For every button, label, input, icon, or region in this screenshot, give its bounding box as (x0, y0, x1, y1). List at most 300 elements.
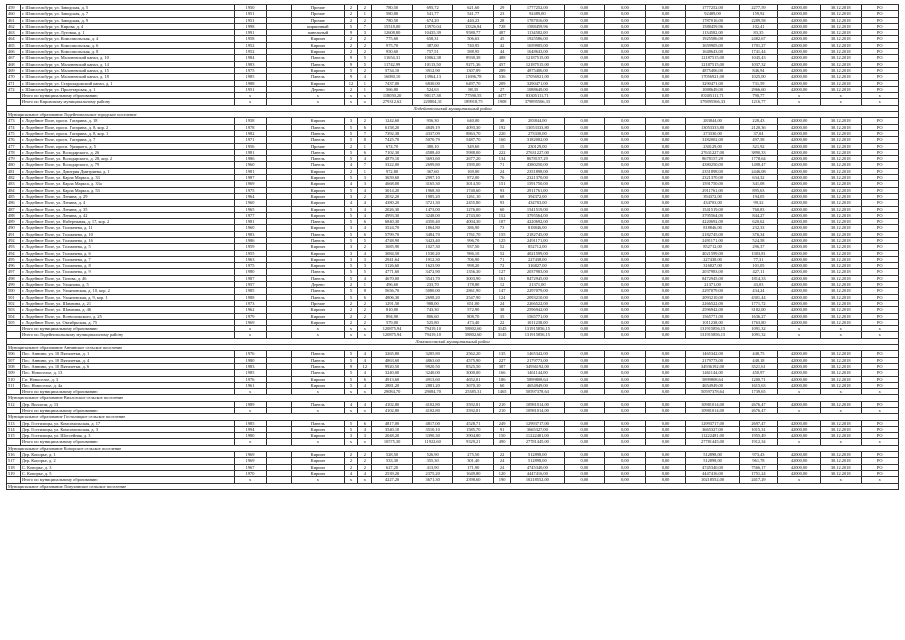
table-cell: x (234, 408, 266, 414)
table-cell: 0,00 (564, 464, 605, 470)
table-cell: Кирпич (292, 118, 344, 124)
table-cell: РО (861, 420, 899, 426)
table-cell: 23 (494, 11, 511, 17)
table-cell: С. Копорье, д. 3 (20, 464, 234, 470)
table-cell: 5 (344, 23, 358, 29)
table-cell: 3665327,00 (686, 426, 739, 432)
table-cell: 30.12.2018 (820, 464, 861, 470)
table-cell: 2 (358, 42, 372, 48)
table-cell: 1964 (234, 193, 266, 199)
table-cell: 0,00 (564, 17, 605, 23)
table-cell: 24 (494, 464, 511, 470)
table-cell: 462 (7, 23, 21, 29)
table-cell: 4528,71 (453, 420, 494, 426)
table-cell: 516 (7, 452, 21, 458)
table-cell: 83,35 (739, 30, 777, 36)
table-cell: 566,80 (372, 86, 413, 92)
table-cell: 30.12.2018 (820, 275, 861, 281)
table-cell: РО (861, 162, 899, 168)
table-cell: 3 (344, 256, 358, 262)
table-cell: 349,60 (453, 143, 494, 149)
table-cell: РО (861, 433, 899, 439)
table-cell: 42000,00 (778, 124, 821, 130)
table-cell: РО (861, 225, 899, 231)
table-cell: 0,00 (605, 86, 646, 92)
table-cell: 0,00 (645, 30, 686, 36)
table-body (7, 5, 899, 490)
table-cell: 2 (344, 458, 358, 464)
table-cell: г. Лодейное Поле, просп. Урицкого, д. 5 (20, 143, 234, 149)
table-cell: 42000,00 (778, 470, 821, 476)
table-cell: 0,00 (645, 332, 686, 338)
table-cell: Панель (292, 269, 344, 275)
table-cell: 30.12.2018 (820, 23, 861, 29)
table-cell: РО (861, 67, 899, 73)
table-cell: панельный (292, 30, 344, 36)
table-cell: 3592,81 (453, 408, 494, 414)
table-cell: 0,00 (605, 67, 646, 73)
table-cell: 482 (7, 175, 21, 181)
table-cell: 728 (494, 23, 511, 29)
table-cell: 0,00 (645, 124, 686, 130)
table-cell: 1987 (234, 175, 266, 181)
table-cell: 0,00 (605, 401, 646, 407)
table-cell: 4654949,00 (686, 382, 739, 388)
table-cell: 2 (344, 42, 358, 48)
table-cell: 42000,00 (778, 30, 821, 36)
table-cell: x (292, 439, 344, 445)
table-cell: 30.12.2018 (820, 156, 861, 162)
table-cell: 42000,00 (778, 67, 821, 73)
table-cell: 5 (344, 219, 358, 225)
table-cell: 651,00 (453, 300, 494, 306)
table-cell: 0,00 (564, 452, 605, 458)
table-cell: 2455,80 (453, 200, 494, 206)
table-cell: 5734,10 (372, 67, 413, 73)
table-cell: 1 (358, 168, 372, 174)
table-cell: 1025,00 (739, 74, 777, 80)
table-cell: 42000,00 (778, 168, 821, 174)
table-cell: 22 (494, 319, 511, 325)
table-cell: 42000,00 (778, 80, 821, 86)
municipality-section-row (7, 483, 899, 489)
table-cell: 0,00 (605, 30, 646, 36)
table-cell: 92489,00 (686, 11, 739, 17)
table-cell: 499 (7, 282, 21, 288)
table-cell: x (358, 332, 372, 338)
table-cell: 29084,70 (372, 389, 413, 395)
table-cell: 42000,00 (778, 420, 821, 426)
table-cell: 1761,70 (453, 231, 494, 237)
table-cell: РО (861, 275, 899, 281)
table-cell: 2881,20 (372, 382, 413, 388)
table-cell: 457 (494, 61, 511, 67)
table-cell: РО (861, 86, 899, 92)
table-cell: 0,00 (645, 5, 686, 11)
table-cell: 12 (344, 80, 358, 86)
table-cell: 316827,00 (511, 263, 564, 269)
table-cell: 0,00 (645, 168, 686, 174)
table-cell: 0,00 (605, 307, 646, 313)
municipality-title: Муниципальное образование Лопухинское сельское поселение (7, 483, 899, 489)
table-cell: 2482,67 (739, 36, 777, 42)
table-cell: 220804,31 (412, 99, 453, 105)
table-cell: 42000,00 (778, 143, 821, 149)
table-cell: Пос. Новоселье, д. 13 (20, 370, 234, 376)
table-cell: Панель (292, 370, 344, 376)
table-cell: 808,70 (453, 313, 494, 319)
table-cell: 161 (494, 275, 511, 281)
table-cell: 30.12.2018 (820, 231, 861, 237)
table-cell: 2398,60 (453, 477, 494, 483)
table-cell: 0,00 (564, 263, 605, 269)
table-cell: г. Шлиссельбург, ул. Комсомольская, д. 6 (20, 42, 234, 48)
table-cell: 1978 (234, 124, 266, 130)
table-cell: 496,60 (372, 282, 413, 288)
table-cell: 42000,00 (778, 244, 821, 250)
table-cell: Кирпич (292, 168, 344, 174)
table-cell: x (358, 99, 372, 105)
table-cell: г. Шлиссельбург, ул. Кирова, д. 4 (20, 23, 234, 29)
table-cell: 3 (344, 244, 358, 250)
table-cell: Кирпич (292, 212, 344, 218)
table-cell: 524,58 (739, 237, 777, 243)
table-cell: 42000,00 (778, 458, 821, 464)
table-cell: 0,00 (645, 36, 686, 42)
table-cell: 7425,70 (372, 137, 413, 143)
table-cell: 512898,00 (686, 452, 739, 458)
table-cell: 190 (494, 477, 511, 483)
table-cell: 30.12.2018 (820, 30, 861, 36)
table-cell: 0,00 (564, 193, 605, 199)
table-cell: 3484,70 (412, 231, 453, 237)
table-cell: 5070,79 (412, 137, 453, 143)
table-cell: 0,00 (564, 206, 605, 212)
table-cell: 1969 (234, 452, 266, 458)
table-cell: 1991 (234, 30, 266, 36)
table-cell: 506 (7, 351, 21, 357)
table-cell: г. Лодейное Поле, ул. Толмачева, д. 9 (20, 269, 234, 275)
table-cell: 0,00 (564, 288, 605, 294)
table-cell: 4 (358, 470, 372, 476)
table-cell: 513 (7, 420, 21, 426)
table-cell: 517 (7, 458, 21, 464)
table-cell: РО (861, 200, 899, 206)
table-cell: 13326,84 (453, 23, 494, 29)
table-cell: 0,00 (645, 80, 686, 86)
table-cell: 102,41 (739, 23, 777, 29)
table-cell: 0,00 (564, 313, 605, 319)
table-cell: РО (861, 74, 899, 80)
table-cell: 1952 (234, 49, 266, 55)
table-cell: 30.12.2018 (820, 452, 861, 458)
table-cell: 4 (358, 212, 372, 218)
table-cell: 42000,00 (778, 206, 821, 212)
table-cell: 0,00 (564, 363, 605, 369)
table-cell: 1015,31 (739, 426, 777, 432)
table-cell: 0,00 (645, 162, 686, 168)
table-cell: 30.12.2018 (820, 426, 861, 432)
table-cell: РО (861, 206, 899, 212)
table-cell: 9920,50 (372, 363, 413, 369)
table-cell: x (778, 93, 821, 99)
table-cell: РО (861, 250, 899, 256)
table-cell: 4 (344, 200, 358, 206)
table-cell: 71 (494, 256, 511, 262)
table-cell: 0,00 (605, 130, 646, 136)
table-cell: 0,00 (564, 80, 605, 86)
table-cell: 4 (358, 351, 372, 357)
table-cell: 488 (494, 55, 511, 61)
table-cell: 3670,10 (453, 382, 494, 388)
table-cell: 3 (344, 433, 358, 439)
table-cell: 68 (494, 193, 511, 199)
table-cell: 2596942,00 (511, 307, 564, 313)
table-cell: 4771,60 (372, 269, 413, 275)
table-cell: Кирпич (292, 319, 344, 325)
table-cell: 227438,00 (686, 256, 739, 262)
table-cell: 8472945,00 (686, 275, 739, 281)
table-cell: 3912,90 (412, 67, 453, 73)
table-cell: 296,37 (739, 244, 777, 250)
table-cell: г. Шлиссельбург, ул. Малоневский канал, д. 15 (20, 67, 234, 73)
table-cell: 30.12.2018 (820, 263, 861, 269)
table-cell: 0,00 (564, 130, 605, 136)
table-cell: x (358, 439, 372, 445)
table-cell: РО (861, 156, 899, 162)
table-cell: г. Шлиссельбург, ул. Заводская, д. 7 (20, 11, 234, 17)
table-cell: Итого по Лодейнопольскому муниципальному району (20, 332, 234, 338)
table-cell: 2 (358, 193, 372, 199)
table-cell: 0,00 (605, 452, 646, 458)
table-cell: 514 (7, 426, 21, 432)
table-cell: 230129,00 (686, 143, 739, 149)
table-cell: 0,00 (605, 370, 646, 376)
table-cell: 4875406,00 (511, 67, 564, 73)
table-cell: Кирпич (292, 263, 344, 269)
table-cell: 0,00 (605, 439, 646, 445)
table-cell: 42000,00 (778, 156, 821, 162)
table-cell: Кирпич (292, 193, 344, 199)
table-cell: г. Шлиссельбург, ул. Малоневский канал, д. 18 (20, 74, 234, 80)
table-cell: 0,00 (564, 376, 605, 382)
table-cell: 10113,50 (412, 61, 453, 67)
table-cell: Итого по муниципальному образованию (20, 477, 234, 483)
table-cell: 5 (344, 175, 358, 181)
table-cell: 0,00 (605, 389, 646, 395)
table-cell: 30.12.2018 (820, 313, 861, 319)
table-cell: 1045,43 (739, 55, 777, 61)
table-cell: 42000,00 (778, 382, 821, 388)
table-cell: 42 (494, 42, 511, 48)
table-cell: 1962 (234, 307, 266, 313)
table-cell: 519 (7, 470, 21, 476)
table-cell: 4220692,00 (511, 219, 564, 225)
table-cell: 0,00 (645, 49, 686, 55)
table-cell: 512 (7, 401, 21, 407)
table-cell: 131915856,15 (686, 326, 739, 332)
table-cell: 30.12.2018 (820, 124, 861, 130)
table-cell: x (358, 326, 372, 332)
table-cell: 3795564,00 (511, 212, 564, 218)
table-cell: x (344, 439, 358, 445)
table-cell: 2417,29 (739, 477, 777, 483)
table-cell: 3182002,00 (511, 137, 564, 143)
table-cell: 0,00 (645, 143, 686, 149)
table-cell: 588,95 (453, 49, 494, 55)
table-cell: 30.12.2018 (820, 200, 861, 206)
table-cell: 0,00 (564, 118, 605, 124)
table-cell: 379895566,33 (511, 99, 564, 105)
table-cell: 1988 (234, 294, 266, 300)
table-cell: 42000,00 (778, 288, 821, 294)
table-cell: x (861, 389, 899, 395)
table-cell: 10981014,00 (686, 408, 739, 414)
table-cell: 2881,20 (412, 382, 453, 388)
table-cell: 380,10 (412, 143, 453, 149)
table-cell: 30.12.2018 (820, 193, 861, 199)
table-cell: 34936192,00 (511, 363, 564, 369)
table-cell: 1979 (234, 313, 266, 319)
table-cell: 986,10 (453, 250, 494, 256)
table-cell: 30.12.2018 (820, 162, 861, 168)
table-cell: 50597378,64 (511, 389, 564, 395)
table-cell: 151 (494, 181, 511, 187)
table-cell: 448,18 (739, 357, 777, 363)
table-cell: 0,00 (605, 250, 646, 256)
table-cell: 0,00 (564, 149, 605, 155)
table-cell: 8678157,29 (511, 156, 564, 162)
table-cell: 0,00 (605, 420, 646, 426)
table-cell: 1588459,96 (511, 23, 564, 29)
table-cell: 1980 (234, 357, 266, 363)
table-cell: 3795564,00 (686, 212, 739, 218)
table-cell: г. Лодейное Поле, ул. Ульянова, д. 5 (20, 282, 234, 288)
table-cell: 0,00 (564, 212, 605, 218)
table-cell: 301,40 (453, 458, 494, 464)
table-cell: 2 (344, 168, 358, 174)
table-cell: 8472945,00 (511, 275, 564, 281)
table-cell: 3472,90 (412, 269, 453, 275)
table-cell: 4849,19 (412, 124, 453, 130)
table-cell: Кирпич (292, 187, 344, 193)
table-cell: 2120,36 (739, 124, 777, 130)
table-cell: 2677,20 (453, 156, 494, 162)
table-cell: 3541,70 (412, 275, 453, 281)
table-cell: РО (861, 357, 899, 363)
table-cell: 166 (494, 370, 511, 376)
table-cell: 2 (344, 452, 358, 458)
table-cell: 0,00 (605, 137, 646, 143)
table-cell: 42000,00 (778, 193, 821, 199)
table-cell: 0,00 (564, 250, 605, 256)
table-cell: 5 (358, 269, 372, 275)
table-cell: 12187515,00 (686, 55, 739, 61)
table-cell: 0,00 (645, 149, 686, 155)
table-cell: x (861, 477, 899, 483)
table-cell: 27631227,00 (686, 149, 739, 155)
table-cell: 192 (494, 124, 511, 130)
table-cell: 0,00 (605, 288, 646, 294)
table-cell: РО (861, 61, 899, 67)
table-cell: 3 (344, 250, 358, 256)
table-cell: 806,60 (412, 313, 453, 319)
table-cell: 42000,00 (778, 319, 821, 325)
table-cell: 1967 (234, 464, 266, 470)
table-cell: 489 (7, 219, 21, 225)
table-cell: 4 (358, 225, 372, 231)
table-cell: 5 (344, 357, 358, 363)
table-cell: 0,00 (605, 80, 646, 86)
table-cell: Кирпич (292, 206, 344, 212)
table-cell: 4817,00 (372, 420, 413, 426)
table-cell: 500 (7, 288, 21, 294)
table-cell: 160 (494, 137, 511, 143)
table-cell: г. Лодейное Поле, ул. Толмачева, д. 7 (20, 256, 234, 262)
table-cell: 30.12.2018 (820, 61, 861, 67)
table-cell: 2037983,00 (511, 269, 564, 275)
table-cell: x (234, 332, 266, 338)
table-cell: 1777252,00 (511, 5, 564, 11)
table-cell: 4 (358, 401, 372, 407)
table-cell: 4380250,00 (511, 162, 564, 168)
table-cell: 4670,00 (372, 275, 413, 281)
table-cell: 1027,30 (412, 244, 453, 250)
table-cell: РО (861, 464, 899, 470)
table-cell: г. Лодейное Поле, ул. Ленина, д. 35 (20, 206, 234, 212)
table-cell: 42000,00 (778, 86, 821, 92)
table-cell: г. Лодейное Поле, ул. Толмачева, д. 10 (20, 231, 234, 237)
table-cell: Дерево (292, 282, 344, 288)
table-cell: 0,00 (605, 156, 646, 162)
table-cell: 5 (344, 376, 358, 382)
table-cell: 11922,60 (412, 439, 453, 445)
table-cell: Панель (292, 130, 344, 136)
table-cell: 9 (344, 61, 358, 67)
table-cell: г. Шлиссельбург, ул. Заводская, д. 9 (20, 17, 234, 23)
table-cell: г. Шлиссельбург, ул. Комсомольская, д. 8 (20, 49, 234, 55)
table-cell: РО (861, 137, 899, 143)
table-cell: 42000,00 (778, 370, 821, 376)
table-cell: Кирпич (292, 464, 344, 470)
table-cell: 505 (7, 319, 21, 325)
table-cell: г. Лодейное Поле, ул. Володарского, д. 79 (20, 162, 234, 168)
table-cell: 0,00 (605, 187, 646, 193)
table-cell: 3693,60 (412, 156, 453, 162)
table-cell: 474 (7, 124, 21, 130)
table-cell: 0,00 (605, 275, 646, 281)
table-cell: 30.12.2018 (820, 67, 861, 73)
table-cell: 1982 (234, 130, 266, 136)
table-cell: 0,00 (605, 433, 646, 439)
table-cell: 0,00 (645, 319, 686, 325)
table-cell: 52 (494, 244, 511, 250)
table-cell: 58802,60 (453, 332, 494, 338)
table-cell: 3265,80 (372, 351, 413, 357)
table-cell: x (292, 408, 344, 414)
table-cell: 0,00 (645, 288, 686, 294)
table-cell: 780,50 (372, 5, 413, 11)
table-cell: x (292, 326, 344, 332)
table-cell: x (861, 408, 899, 414)
table-cell: 3 (344, 225, 358, 231)
table-cell: 10981014,00 (511, 401, 564, 407)
table-cell: Дер. Копорье, д. 2 (20, 458, 234, 464)
table-cell: 2297079,00 (686, 288, 739, 294)
table-cell: 1565771,00 (686, 313, 739, 319)
table-cell: 4227,20 (372, 477, 413, 483)
table-cell: 1971 (234, 137, 266, 143)
